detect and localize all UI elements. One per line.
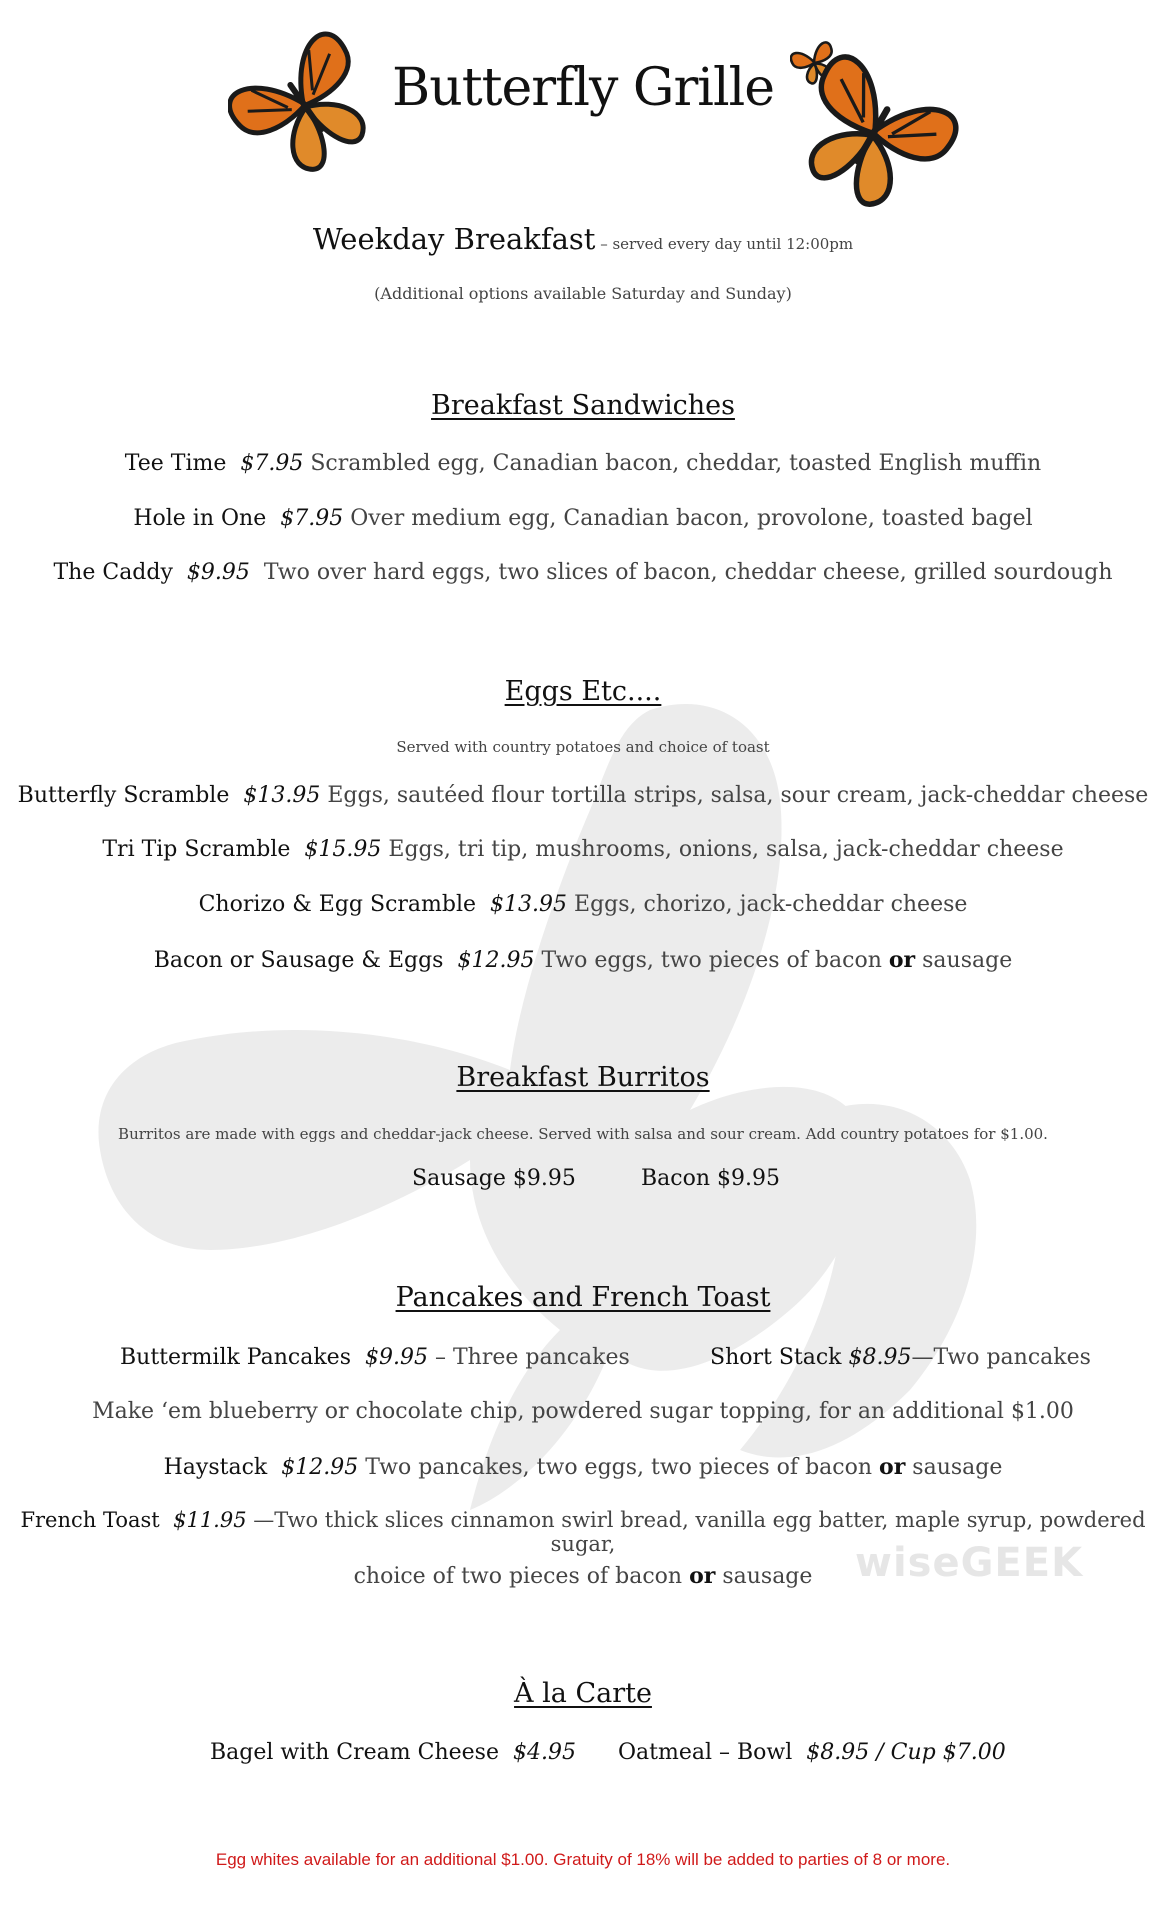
restaurant-title: Butterfly Grille [392,58,774,118]
burrito-sausage: Sausage $9.95 [412,1166,576,1191]
menu-item: Tri Tip Scramble $15.95 Eggs, tri tip, mushrooms, onions, salsa, jack-cheddar cheese [102,837,1064,862]
section-note-eggs: Served with country potatoes and choice of toast [396,738,770,756]
section-heading-alacarte: À la Carte [514,1678,652,1709]
menu-item: Hole in One $7.95 Over medium egg, Canadian bacon, provolone, toasted bagel [133,506,1033,531]
menu-item-buttermilk-pancakes: Buttermilk Pancakes $9.95 – Three pancakes [120,1345,630,1370]
menu-item-short-stack: Short Stack $8.95—Two pancakes [710,1345,1091,1370]
menu-item: Bacon or Sausage & Eggs $12.95 Two eggs, two pieces of bacon or sausage [153,947,1013,973]
menu-item: The Caddy $9.95 Two over hard eggs, two slices of bacon, cheddar cheese, grilled sourdough [53,560,1113,585]
pancake-addon-note: Make ‘em blueberry or chocolate chip, powdered sugar topping, for an additional $1.00 [92,1399,1074,1424]
menu-item-oatmeal: Oatmeal – Bowl $8.95 / Cup $7.00 [618,1740,1006,1765]
menu-item: Chorizo & Egg Scramble $13.95 Eggs, chorizo, jack-cheddar cheese [198,892,968,917]
section-heading-pancakes: Pancakes and French Toast [395,1282,771,1313]
section-heading-burritos: Breakfast Burritos [456,1062,710,1093]
menu-item: Butterfly Scramble $13.95 Eggs, sautéed flour tortilla strips, salsa, sour cream, jack-cheddar cheese [17,783,1149,808]
menu-item: Tee Time $7.95 Scrambled egg, Canadian bacon, cheddar, toasted English muffin [124,451,1042,476]
menu-hours: – served every day until 12:00pm [595,235,854,253]
menu-name: Weekday Breakfast [312,222,596,256]
footer-note: Egg whites available for an additional $1.00. Gratuity of 18% will be added to parties of 8 or more. [215,1850,951,1869]
menu-note: (Additional options available Saturday and Sunday) [374,284,792,303]
watermark-text: wiseGEEK [855,1540,1084,1586]
burrito-bacon: Bacon $9.95 [641,1166,780,1191]
french-toast-line2: choice of two pieces of bacon or sausage [353,1563,813,1589]
menu-item-haystack: Haystack $12.95 Two pancakes, two eggs, two pieces of bacon or sausage [163,1454,1003,1480]
menu-item-french-toast: French Toast $11.95 —Two thick slices cinnamon swirl bread, vanilla egg batter, maple syrup, powdered sugar, [20,1508,1146,1556]
menu-heading [0,222,1166,256]
section-heading-eggs: Eggs Etc.... [504,676,662,707]
section-note-burritos: Burritos are made with eggs and cheddar-jack cheese. Served with salsa and sour cream. Add country potatoes for $1.00. [118,1125,1048,1143]
section-heading-sandwiches: Breakfast Sandwiches [431,390,735,421]
menu-item-bagel: Bagel with Cream Cheese $4.95 [210,1740,576,1765]
butterfly-watermark-icon [90,690,1100,1640]
